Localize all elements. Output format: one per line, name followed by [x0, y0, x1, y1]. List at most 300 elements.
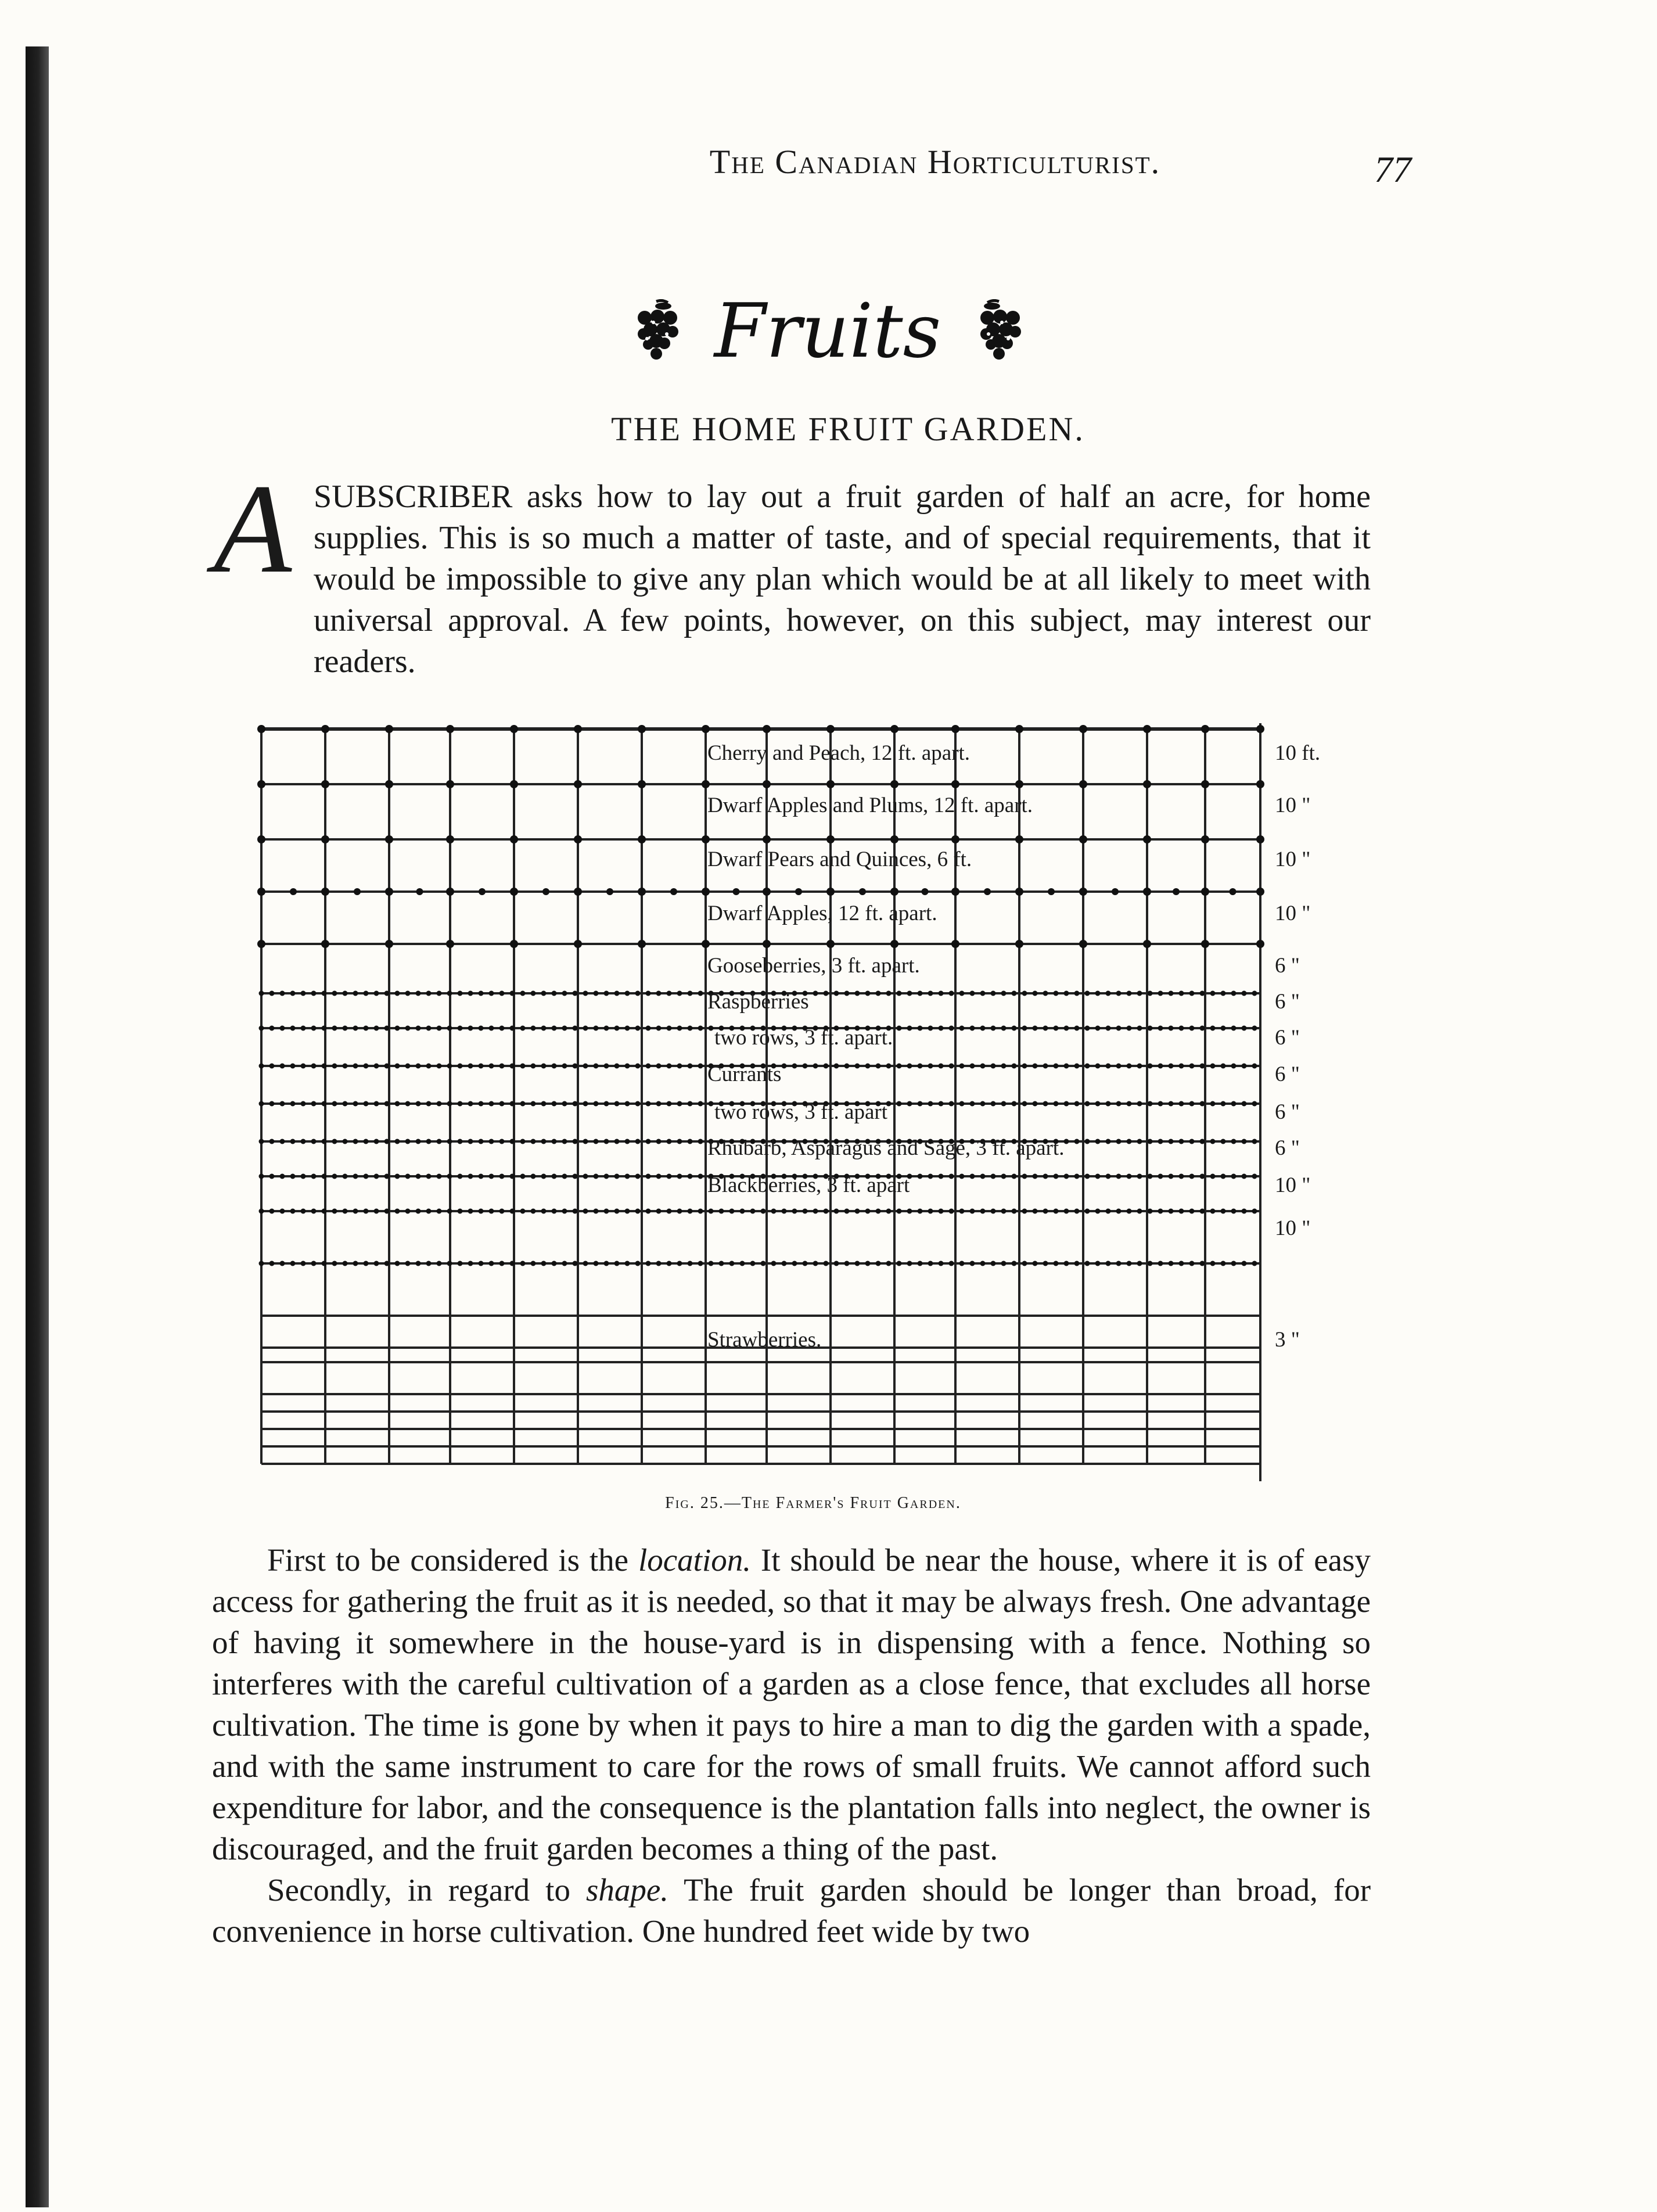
bush-dot: [1210, 1101, 1216, 1107]
bush-dot: [322, 1064, 327, 1069]
bush-dot: [499, 1064, 505, 1069]
bush-dot: [750, 1209, 756, 1214]
bush-dot: [594, 991, 599, 996]
bush-dot: [907, 1209, 912, 1214]
bush-dot: [447, 1026, 452, 1031]
bush-dot: [939, 1064, 944, 1069]
bush-dot: [395, 1139, 400, 1144]
bush-dot: [1064, 1026, 1069, 1031]
bush-dot: [510, 1174, 515, 1179]
bush-dot: [594, 1209, 599, 1214]
tree-dot: [510, 888, 518, 896]
bush-dot: [991, 1174, 996, 1179]
bush-dot: [688, 1139, 693, 1144]
emphasis-shape: shape.: [585, 1872, 669, 1908]
tree-dot: [795, 888, 802, 895]
body-text: [212, 1539, 1371, 1952]
bush-dot: [1221, 1101, 1226, 1107]
bush-dot: [552, 1064, 557, 1069]
row-spacing-label: 10 ": [1275, 902, 1311, 925]
bush-dot: [416, 991, 421, 996]
bush-dot: [1242, 1026, 1247, 1031]
bush-dot: [604, 1064, 609, 1069]
garden-row-label: Raspberries: [707, 990, 809, 1014]
bush-dot: [343, 1261, 348, 1266]
bush-dot: [343, 1209, 348, 1214]
bush-dot: [604, 1261, 609, 1266]
intro-paragraph: [209, 458, 1371, 697]
bush-dot: [1169, 1101, 1174, 1107]
bush-dot: [405, 1026, 411, 1031]
bush-dot: [1169, 1174, 1174, 1179]
tree-dot: [479, 888, 486, 895]
bush-dot: [353, 1139, 358, 1144]
bush-dot: [562, 1026, 567, 1031]
bush-dot: [614, 1101, 620, 1107]
tree-dot: [1143, 888, 1151, 896]
row-spacing-label: 3 ": [1275, 1328, 1300, 1352]
bush-dot: [1064, 991, 1069, 996]
bush-dot: [1085, 1139, 1090, 1144]
bush-dot: [656, 991, 662, 996]
bush-dot: [698, 1261, 703, 1266]
bush-dot: [834, 1209, 839, 1214]
bush-dot: [1012, 1261, 1017, 1266]
bush-dot: [322, 1261, 327, 1266]
bush-dot: [1064, 1064, 1069, 1069]
bush-dot: [479, 1139, 484, 1144]
tree-dot: [1079, 888, 1087, 896]
tree-dot: [1143, 725, 1151, 733]
bush-dot: [688, 1174, 693, 1179]
bush-dot: [573, 991, 578, 996]
row-spacing-label: 6 ": [1275, 1100, 1300, 1124]
bush-dot: [876, 991, 881, 996]
bush-dot: [259, 1261, 264, 1266]
bush-dot: [1137, 1261, 1142, 1266]
bush-dot: [499, 1261, 505, 1266]
bush-dot: [583, 1209, 588, 1214]
bush-dot: [949, 1026, 954, 1031]
bush-dot: [437, 1209, 442, 1214]
garden-row-label: Currants: [707, 1062, 782, 1086]
bush-dot: [311, 1209, 317, 1214]
bush-dot: [980, 1174, 986, 1179]
bush-dot: [259, 1209, 264, 1214]
bush-dot: [1095, 1174, 1101, 1179]
tree-dot: [763, 725, 771, 733]
garden-row-label: Gooseberries, 3 ft. apart.: [707, 954, 920, 978]
bush-dot: [1137, 1101, 1142, 1107]
bush-dot: [991, 991, 996, 996]
tree-dot: [1079, 725, 1087, 733]
tree-dot: [1201, 725, 1209, 733]
bush-dot: [562, 991, 567, 996]
bush-dot: [1001, 1064, 1007, 1069]
bush-dot: [834, 1261, 839, 1266]
tree-dot: [763, 940, 771, 948]
bush-dot: [1106, 1064, 1111, 1069]
bush-dot: [374, 1261, 379, 1266]
bush-dot: [646, 1209, 651, 1214]
bush-dot: [353, 1101, 358, 1107]
bush-dot: [479, 1026, 484, 1031]
bush-dot: [1221, 991, 1226, 996]
bush-dot: [479, 1209, 484, 1214]
bush-dot: [1221, 1026, 1226, 1031]
bush-dot: [614, 1064, 620, 1069]
bush-dot: [1252, 1209, 1257, 1214]
bush-dot: [865, 1209, 871, 1214]
bush-dot: [1085, 1174, 1090, 1179]
tree-dot: [702, 725, 710, 733]
tree-dot: [638, 780, 646, 788]
bush-dot: [311, 1101, 317, 1107]
bush-dot: [468, 1026, 473, 1031]
bush-dot: [269, 1174, 275, 1179]
bush-dot: [604, 1139, 609, 1144]
bush-dot: [1012, 991, 1017, 996]
bush-dot: [531, 1139, 536, 1144]
bush-dot: [782, 1064, 787, 1069]
bush-dot: [1231, 1209, 1237, 1214]
tree-dot: [826, 835, 835, 843]
bush-dot: [531, 1101, 536, 1107]
bush-dot: [311, 1026, 317, 1031]
bush-dot: [1054, 1174, 1059, 1179]
tree-dot: [446, 780, 454, 788]
tree-dot: [446, 888, 454, 896]
bush-dot: [447, 1261, 452, 1266]
tree-dot: [257, 835, 265, 843]
bush-dot: [635, 1139, 641, 1144]
tree-dot: [574, 835, 582, 843]
bush-dot: [907, 1101, 912, 1107]
bush-dot: [1085, 1064, 1090, 1069]
bush-dot: [499, 1139, 505, 1144]
bush-dot: [1148, 1174, 1153, 1179]
bush-dot: [573, 1064, 578, 1069]
bush-dot: [782, 1261, 787, 1266]
paragraph-text: It should be near the house, where it is of easy access for gathering the fruit as it is needed, so that it may be always fresh. One advantage of having it somewhere in the house-yard is in dispensing with a fence. Nothing so interferes with the careful cultivation of a garden as a close fence, that excludes all horse cultivation. The time is gone by when it pays to hire a man to dig the garden with a spade, and with the same instrument to care for the rows of small fruits. We cannot afford such expenditure for labor, and the consequence is the plantation falls into neglect, the owner is discouraged, and the fruit garden becomes a thing of the past.: [212, 1542, 1371, 1866]
bush-dot: [792, 1261, 797, 1266]
bush-dot: [1085, 1026, 1090, 1031]
bush-dot: [656, 1209, 662, 1214]
tree-dot: [984, 888, 991, 895]
bush-dot: [343, 991, 348, 996]
bush-dot: [876, 1209, 881, 1214]
bush-dot: [280, 1139, 285, 1144]
bush-dot: [583, 1139, 588, 1144]
bush-dot: [1210, 991, 1216, 996]
bush-dot: [353, 1261, 358, 1266]
bush-dot: [1106, 1209, 1111, 1214]
bush-dot: [405, 1101, 411, 1107]
bush-dot: [395, 1261, 400, 1266]
bush-dot: [1022, 1209, 1027, 1214]
bush-dot: [928, 1026, 933, 1031]
bush-dot: [1158, 1026, 1163, 1031]
bush-dot: [395, 1209, 400, 1214]
bush-dot: [709, 1101, 714, 1107]
tree-dot: [1015, 835, 1023, 843]
bush-dot: [918, 1101, 923, 1107]
bush-dot: [458, 1261, 463, 1266]
fruit-garden-plan: [256, 712, 1382, 1490]
bush-dot: [332, 1139, 337, 1144]
bush-dot: [824, 1064, 829, 1069]
bush-dot: [886, 1064, 892, 1069]
bush-dot: [269, 1026, 275, 1031]
bush-dot: [259, 1139, 264, 1144]
bush-dot: [1116, 1026, 1122, 1031]
bush-dot: [426, 1101, 432, 1107]
bush-dot: [479, 1261, 484, 1266]
bush-dot: [332, 1174, 337, 1179]
bush-dot: [1064, 1209, 1069, 1214]
bush-dot: [1231, 1064, 1237, 1069]
tree-dot: [763, 888, 771, 896]
bush-dot: [520, 1064, 526, 1069]
bush-dot: [374, 1026, 379, 1031]
bush-dot: [353, 991, 358, 996]
bush-dot: [1043, 991, 1048, 996]
bush-dot: [656, 1101, 662, 1107]
garden-row-label: Rhubarb, Asparagus and Sage, 3 ft. apart.: [707, 1136, 1065, 1160]
bush-dot: [1001, 991, 1007, 996]
tree-dot: [859, 888, 866, 895]
bush-dot: [928, 1064, 933, 1069]
article-title: THE HOME FRUIT GARDEN.: [611, 410, 1085, 448]
tree-dot: [890, 725, 898, 733]
bush-dot: [1116, 991, 1122, 996]
bush-dot: [499, 1101, 505, 1107]
bush-dot: [918, 1174, 923, 1179]
tree-dot: [321, 725, 329, 733]
bush-dot: [311, 1261, 317, 1266]
bush-dot: [1064, 1174, 1069, 1179]
tree-dot: [290, 888, 297, 895]
bush-dot: [1200, 1064, 1205, 1069]
bush-dot: [269, 1139, 275, 1144]
tree-dot: [257, 725, 265, 733]
bush-dot: [573, 1174, 578, 1179]
bush-dot: [364, 1261, 369, 1266]
bush-dot: [426, 1064, 432, 1069]
bush-dot: [1033, 1209, 1038, 1214]
paragraph-text: The fruit garden should be longer than broad, for convenience in horse cultivation. One hundred feet wide by two: [212, 1872, 1371, 1949]
running-header: [494, 142, 1376, 195]
garden-row-label: Strawberries.: [707, 1328, 822, 1352]
bush-dot: [332, 991, 337, 996]
bush-dot: [1189, 1139, 1195, 1144]
bush-dot: [541, 1139, 547, 1144]
bush-dot: [280, 991, 285, 996]
bush-dot: [1231, 1261, 1237, 1266]
bush-dot: [1074, 1174, 1080, 1179]
bush-dot: [541, 1026, 547, 1031]
bush-dot: [970, 1101, 975, 1107]
bush-dot: [698, 1174, 703, 1179]
bush-dot: [468, 991, 473, 996]
grape-cluster-icon: [970, 299, 1028, 363]
bush-dot: [907, 1064, 912, 1069]
bush-dot: [489, 1101, 494, 1107]
bush-dot: [458, 1101, 463, 1107]
bush-dot: [301, 1101, 306, 1107]
tree-dot: [385, 888, 393, 896]
bush-dot: [855, 1261, 860, 1266]
bush-dot: [907, 1261, 912, 1266]
bush-dot: [405, 1261, 411, 1266]
bush-dot: [426, 991, 432, 996]
bush-dot: [1242, 1174, 1247, 1179]
bush-dot: [1189, 1026, 1195, 1031]
bush-dot: [332, 1064, 337, 1069]
bush-dot: [541, 991, 547, 996]
bush-dot: [1148, 1261, 1153, 1266]
bush-dot: [573, 1101, 578, 1107]
bush-dot: [499, 1209, 505, 1214]
bush-dot: [1022, 991, 1027, 996]
bush-dot: [562, 1101, 567, 1107]
bush-dot: [991, 1209, 996, 1214]
bush-dot: [1200, 1026, 1205, 1031]
bush-dot: [1012, 1174, 1017, 1179]
bush-dot: [499, 991, 505, 996]
tree-dot: [826, 780, 835, 788]
bush-dot: [667, 1064, 672, 1069]
bush-dot: [1200, 1174, 1205, 1179]
tree-dot: [606, 888, 613, 895]
tree-dot: [1201, 940, 1209, 948]
bush-dot: [573, 1209, 578, 1214]
bush-dot: [1095, 1026, 1101, 1031]
bush-dot: [510, 1209, 515, 1214]
bush-dot: [740, 1261, 745, 1266]
bush-dot: [1200, 1209, 1205, 1214]
bush-dot: [311, 1064, 317, 1069]
row-spacing-label: 6 ": [1275, 990, 1300, 1014]
bush-dot: [552, 1209, 557, 1214]
tree-dot: [1256, 835, 1264, 843]
bush-dot: [897, 991, 902, 996]
bush-dot: [405, 1064, 411, 1069]
bush-dot: [1022, 1101, 1027, 1107]
bush-dot: [1043, 1174, 1048, 1179]
bush-dot: [980, 991, 986, 996]
bush-dot: [1221, 1174, 1226, 1179]
bush-dot: [510, 1101, 515, 1107]
bush-dot: [552, 1139, 557, 1144]
bush-dot: [1095, 1064, 1101, 1069]
bush-dot: [1210, 1261, 1216, 1266]
bush-dot: [489, 1026, 494, 1031]
bush-dot: [1169, 1261, 1174, 1266]
bush-dot: [677, 1139, 682, 1144]
bush-dot: [1148, 1064, 1153, 1069]
bush-dot: [824, 991, 829, 996]
bush-dot: [959, 991, 965, 996]
bush-dot: [489, 1174, 494, 1179]
bush-dot: [353, 1209, 358, 1214]
bush-dot: [384, 1101, 390, 1107]
bush-dot: [1179, 1261, 1184, 1266]
bush-dot: [1221, 1064, 1226, 1069]
bush-dot: [625, 1101, 630, 1107]
bush-dot: [698, 1026, 703, 1031]
bush-dot: [562, 1174, 567, 1179]
bush-dot: [959, 1026, 965, 1031]
bush-dot: [269, 1209, 275, 1214]
bush-dot: [322, 991, 327, 996]
bush-dot: [918, 1026, 923, 1031]
bush-dot: [1200, 1101, 1205, 1107]
bush-dot: [489, 1209, 494, 1214]
bush-dot: [552, 1026, 557, 1031]
tree-dot: [446, 725, 454, 733]
bush-dot: [259, 1026, 264, 1031]
tree-dot: [446, 835, 454, 843]
bush-dot: [1033, 991, 1038, 996]
bush-dot: [876, 1261, 881, 1266]
bush-dot: [301, 1064, 306, 1069]
bush-dot: [322, 1209, 327, 1214]
tree-dot: [1256, 725, 1264, 733]
tree-dot: [574, 888, 582, 896]
bush-dot: [688, 1209, 693, 1214]
bush-dot: [939, 1174, 944, 1179]
bush-dot: [688, 1026, 693, 1031]
grape-cluster-icon: [627, 299, 685, 363]
bush-dot: [970, 1064, 975, 1069]
bush-dot: [1095, 1101, 1101, 1107]
bush-dot: [520, 1174, 526, 1179]
bush-dot: [635, 1026, 641, 1031]
tree-dot: [951, 725, 959, 733]
bush-dot: [1054, 1101, 1059, 1107]
tree-dot: [257, 780, 265, 788]
bush-dot: [844, 1261, 850, 1266]
bush-dot: [980, 1064, 986, 1069]
bush-dot: [677, 991, 682, 996]
bush-dot: [991, 1064, 996, 1069]
bush-dot: [1106, 1139, 1111, 1144]
tree-dot: [385, 725, 393, 733]
bush-dot: [771, 1209, 777, 1214]
bush-dot: [928, 1101, 933, 1107]
bush-dot: [416, 1261, 421, 1266]
bush-dot: [1221, 1261, 1226, 1266]
bush-dot: [269, 1261, 275, 1266]
bush-dot: [834, 1064, 839, 1069]
bush-dot: [688, 1101, 693, 1107]
bush-dot: [1043, 1064, 1048, 1069]
bush-dot: [552, 1261, 557, 1266]
bush-dot: [1001, 1174, 1007, 1179]
bush-dot: [865, 1064, 871, 1069]
bush-dot: [991, 1101, 996, 1107]
bush-dot: [416, 1174, 421, 1179]
bush-dot: [625, 991, 630, 996]
bush-dot: [886, 1261, 892, 1266]
bush-dot: [531, 1064, 536, 1069]
bush-dot: [1148, 1101, 1153, 1107]
row-spacing-label: 6 ": [1275, 954, 1300, 978]
bush-dot: [970, 1026, 975, 1031]
bush-dot: [1231, 1139, 1237, 1144]
bush-dot: [1001, 1101, 1007, 1107]
